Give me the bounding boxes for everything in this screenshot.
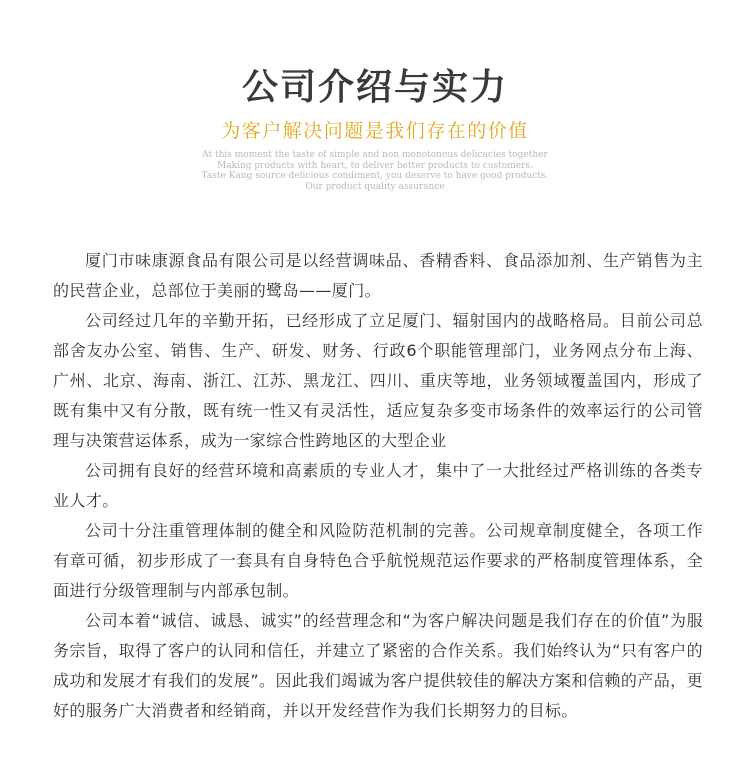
- page-subtitle: 为客户解决问题是我们存在的价值: [221, 120, 529, 142]
- english-line: At this moment the taste of simple and non monotonous delicacies together: [202, 150, 548, 160]
- english-line: Our product quality assurance: [305, 181, 445, 192]
- company-description: [53, 246, 703, 726]
- english-line: Making products with heart, to deliver better products to customers.: [217, 160, 533, 171]
- english-tagline: [0, 150, 750, 192]
- paragraph-talent: 公司拥有良好的经营环境和高素质的专业人才，集中了一大批经过严格训练的各类专业人才。: [53, 461, 703, 510]
- paragraph-philosophy: 公司本着“诚信、诚恳、诚实”的经营理念和“为客户解决问题是我们存在的价值”为服务宗旨，取得了客户的认同和信任，并建立了紧密的合作关系。我们始终认为“只有客户的成功和发展才有我们的发展”。因此我们竭诚为客户提供较佳的解决方案和信赖的产品，更好的服务广大消费者和经销商，并以开发经营作为我们长期努力的目标。: [53, 611, 703, 720]
- paragraph-overview: 厦门市味康源食品有限公司是以经营调味品、香精香料、食品添加剂、生产销售为主的民营企业，总部位于美丽的鹭岛——厦门。: [53, 251, 703, 300]
- english-line: Taste Kang source delicious condiment, you deserve to have good products.: [201, 171, 549, 181]
- page-title: 公司介绍与实力: [241, 66, 508, 108]
- paragraph-management: 公司十分注重管理体制的健全和风险防范机制的完善。公司规章制度健全，各项工作有章可循，初步形成了一套具有自身特色合乎航悦规范运作要求的严格制度管理体系，全面进行分级管理制与内部承包制。: [53, 521, 703, 600]
- paragraph-strategy: 公司经过几年的辛勤开拓，已经形成了立足厦门、辐射国内的战略格局。目前公司总部舍友办公室、销售、生产、研发、财务、行政6个职能管理部门，业务网点分布上海、广州、北京、海南、浙江、江苏、黑龙江、四川、重庆等地，业务领域覆盖国内，形成了既有集中又有分散，既有统一性又有灵活性，适应复杂多变市场条件的效率运行的公司管理与决策营运体系，成为一家综合性跨地区的大型企业: [53, 311, 703, 450]
